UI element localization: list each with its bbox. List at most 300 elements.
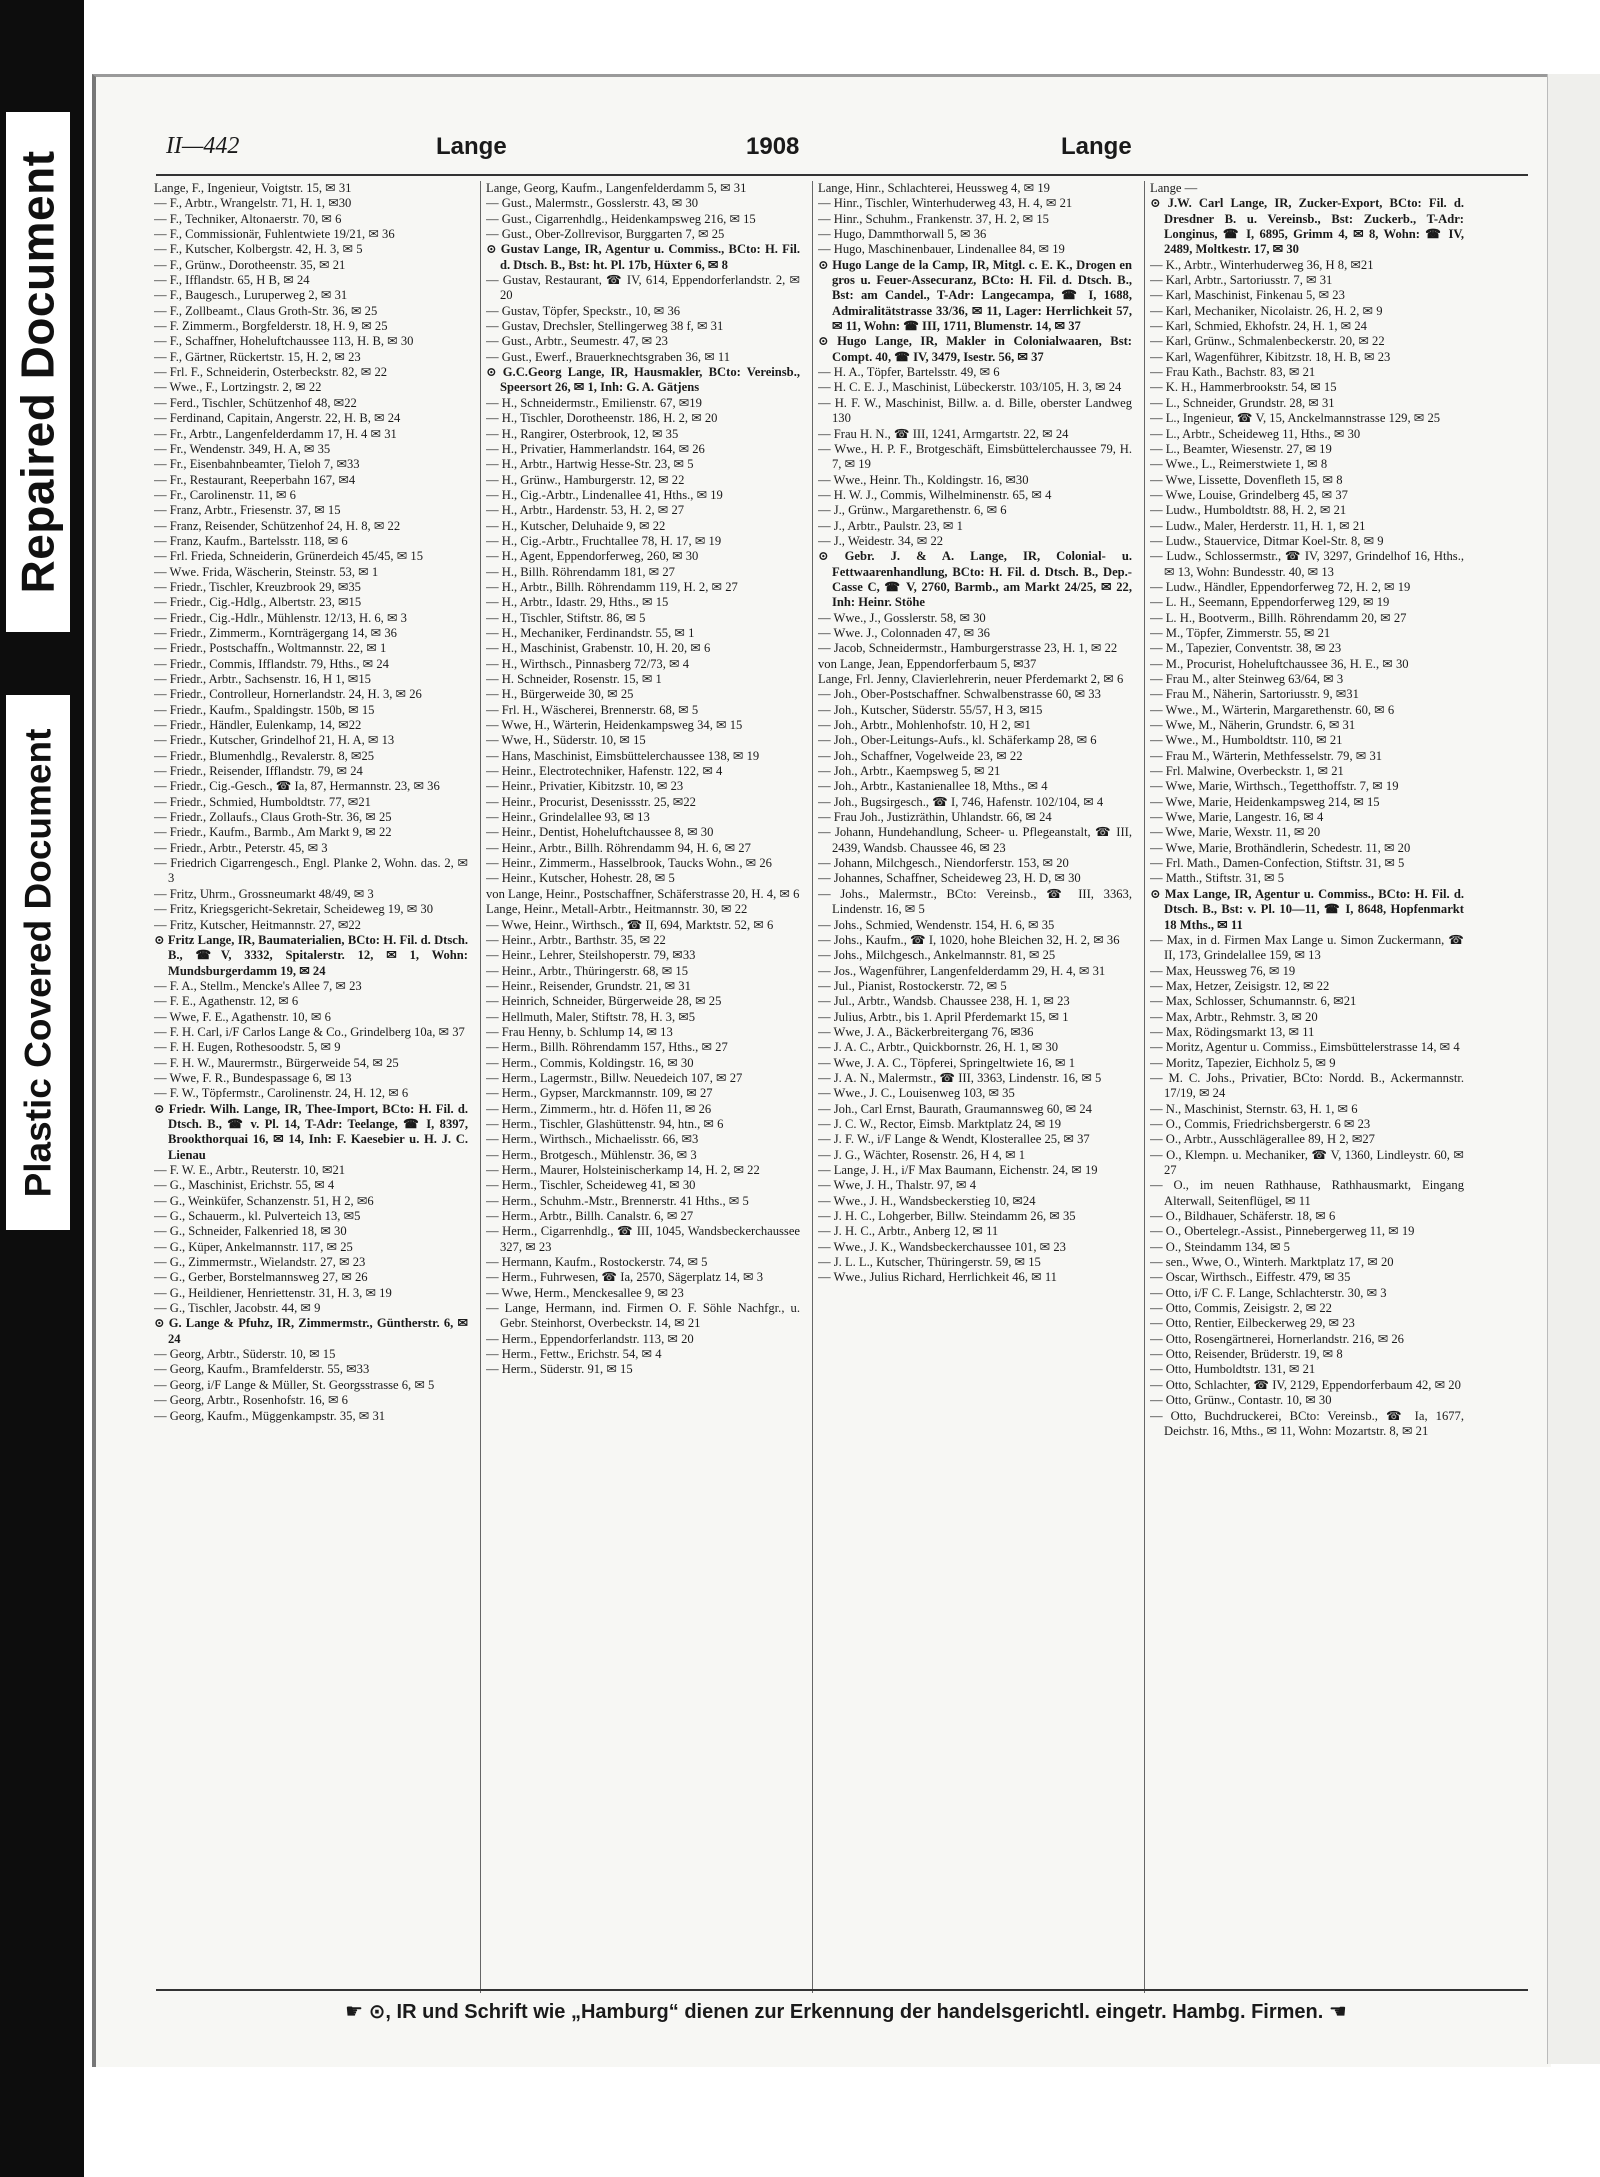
directory-entry: ⊙ Hugo Lange de la Camp, IR, Mitgl. c. E. K., Drogen en gros u. Feuer-Assecuranz, BCto: H. Fil. d. Dtsch. B., Bst: am Candel., T-Adr: Langecampa, ☎ I, 1688, Admiralitätstrasse 33/36, ✉ 11, Lager: Herrlichkeit 57, ✉ 11, Wohn: ☎ III, 1711, Blumenstr. 14, ✉ 37	[818, 257, 1132, 334]
directory-entry: — K. H., Hammerbrookstr. 54, ✉ 15	[1150, 380, 1337, 395]
directory-entry: — H., Tischler, Stiftstr. 86, ✉ 5	[486, 610, 646, 625]
directory-entry: — O., Bildhauer, Schäferstr. 18, ✉ 6	[1150, 1209, 1336, 1224]
directory-entry: — Otto, Rentier, Eilbeckerweg 29, ✉ 23	[1150, 1316, 1355, 1331]
repaired-document-text: Repaired Document	[12, 150, 64, 594]
directory-entry: — H., Cig.-Arbtr., Lindenallee 41, Hths., ✉ 19	[486, 487, 723, 502]
directory-entry: — Otto, Schlachter, ☎ IV, 2129, Eppendorferbaum 42, ✉ 20	[1150, 1377, 1461, 1392]
directory-entry: — Ludw., Humboldtstr. 88, H. 2, ✉ 21	[1150, 503, 1347, 518]
directory-entry: — Wwe, Marie, Brothändlerin, Schedestr. 11, ✉ 20	[1150, 840, 1411, 855]
directory-entry: — H., Tischler, Dorotheenstr. 186, H. 2, ✉ 20	[486, 411, 718, 426]
directory-entry: — Max, Hetzer, Zeisigstr. 12, ✉ 22	[1150, 978, 1330, 993]
directory-page	[92, 74, 1551, 2067]
directory-entry: — Gust., Ewerf., Brauerknechtsgraben 36, ✉ 11	[486, 349, 731, 364]
directory-entry: — H. Schneider, Rosenstr. 15, ✉ 1	[486, 672, 662, 686]
directory-entry: ⊙ G. Lange & Pfuhz, IR, Zimmermstr., Güntherstr. 6, ✉ 24	[154, 1316, 468, 1346]
directory-entry: — J. A. C., Arbtr., Quickbornstr. 26, H. 1, ✉ 30	[818, 1040, 1059, 1055]
directory-entry: — Max, in d. Firmen Max Lange u. Simon Zuckermann, ☎ II, 173, Grindelallee 159, ✉ 13	[1150, 932, 1464, 963]
directory-entry: — J. F. W., i/F Lange & Wendt, Klosterallee 25, ✉ 37	[818, 1132, 1090, 1147]
directory-entry: — Friedr., Kaufm., Barmb., Am Markt 9, ✉ 22	[154, 825, 392, 840]
directory-entry: — Heinr., Lehrer, Steilshoperstr. 79, ✉33	[486, 948, 696, 963]
directory-entry: — H., Wirthsch., Pinnasberg 72/73, ✉ 4	[486, 656, 690, 671]
directory-entry: ⊙ Gebr. J. & A. Lange, IR, Colonial- u. Fettwaarenhandlung, BCto: H. Fil. d. Dtsch. B., Dep.-Casse C, ☎ V, 2760, Barmb., am Markt 24/25, ✉ 22, Inh: Heinr. Stöhe	[818, 549, 1132, 610]
directory-entry: — Herm., Lagermstr., Billw. Neuedeich 107, ✉ 27	[486, 1070, 743, 1085]
directory-entry: — Fr., Carolinenstr. 11, ✉ 6	[154, 487, 296, 502]
page-header	[96, 127, 1551, 171]
directory-entry: — Frau M., Näherin, Sartoriusstr. 9, ✉31	[1150, 687, 1359, 702]
directory-entry: — Wwe, H., Wärterin, Heidenkampsweg 34, ✉ 15	[486, 718, 743, 733]
directory-entry: — Herm., Brotgesch., Mühlenstr. 36, ✉ 3	[486, 1147, 697, 1162]
directory-entry: — J., Grünw., Margarethenstr. 6, ✉ 6	[818, 503, 1007, 518]
directory-entry: — Wwe, J. A., Bäckerbreitergang 76, ✉36	[818, 1024, 1034, 1039]
directory-entry: — L. H., Bootverm., Billh. Röhrendamm 20, ✉ 27	[1150, 610, 1407, 625]
directory-entry: — H., Cig.-Arbtr., Fruchtallee 78, H. 17, ✉ 19	[486, 533, 722, 548]
directory-entry: — M., Procurist, Hoheluftchaussee 36, H. E., ✉ 30	[1150, 656, 1409, 671]
directory-entry: — Wwe., M., Wärterin, Margarethenstr. 60, ✉ 6	[1150, 702, 1395, 717]
directory-entry: Lange, Georg, Kaufm., Langenfelderdamm 5, ✉ 31	[486, 181, 747, 195]
directory-entry: — Otto, Commis, Zeisigstr. 2, ✉ 22	[1150, 1301, 1332, 1316]
directory-entry: — H., Mechaniker, Ferdinandstr. 55, ✉ 1	[486, 625, 695, 640]
directory-entry: — Friedr., Cig.-Gesch., ☎ Ia, 87, Hermannstr. 23, ✉ 36	[154, 779, 440, 794]
directory-entry: — Wwe., J., Gosslerstr. 58, ✉ 30	[818, 610, 986, 625]
directory-entry: — Jacob, Schneidermstr., Hamburgerstrasse 23, H. 1, ✉ 22	[818, 641, 1118, 656]
directory-entry: — Heinr., Electrotechniker, Hafenstr. 122, ✉ 4	[486, 764, 723, 779]
directory-entry: — Jul., Pianist, Rostockerstr. 72, ✉ 5	[818, 978, 1007, 993]
directory-entry: — H. C. E. J., Maschinist, Lübeckerstr. 103/105, H. 3, ✉ 24	[818, 380, 1122, 395]
directory-entry: — G., Küper, Ankelmannstr. 117, ✉ 25	[154, 1239, 353, 1254]
directory-entry: — Wwe, F. E., Agathenstr. 10, ✉ 6	[154, 1009, 331, 1024]
directory-entry: — Herm., Schuhm.-Mstr., Brennerstr. 41 Hths., ✉ 5	[486, 1193, 749, 1208]
directory-entry: — J. H. C., Lohgerber, Billw. Steindamm 26, ✉ 35	[818, 1209, 1076, 1224]
column-2	[486, 181, 806, 1993]
directory-entry: — Hugo, Dammthorwall 5, ✉ 36	[818, 227, 987, 242]
directory-entry: — Joh., Kutscher, Süderstr. 55/57, H 3, ✉15	[818, 702, 1043, 717]
directory-entry: — Heinr., Privatier, Kibitzstr. 10, ✉ 23	[486, 779, 684, 794]
directory-entry: — L. H., Seemann, Eppendorferweg 129, ✉ 19	[1150, 595, 1390, 610]
directory-entry: — Wwe., J. C., Louisenweg 103, ✉ 35	[818, 1086, 1015, 1101]
directory-entry: — M. C. Johs., Privatier, BCto: Nordd. B., Ackermannstr. 17/19, ✉ 24	[1150, 1070, 1464, 1101]
header-left-word: Lange	[436, 133, 507, 160]
directory-entry: — Otto, i/F C. F. Lange, Schlachterstr. 30, ✉ 3	[1150, 1285, 1387, 1300]
directory-entry: — Oscar, Wirthsch., Eiffestr. 479, ✉ 35	[1150, 1270, 1351, 1285]
directory-entry: — F., Ifflandstr. 65, H B, ✉ 24	[154, 273, 310, 288]
directory-entry: — M., Tapezier, Conventstr. 38, ✉ 23	[1150, 641, 1342, 656]
directory-entry: — O., Obertelegr.-Assist., Pinnebergerweg 11, ✉ 19	[1150, 1224, 1415, 1239]
directory-entry: — Wwe., L., Reimerstwiete 1, ✉ 8	[1150, 457, 1328, 472]
column-3	[818, 181, 1138, 1993]
directory-entry: — Gustav, Drechsler, Stellingerweg 38 f, ✉ 31	[486, 319, 724, 334]
directory-entry: — Friedr., Zollaufs., Claus Groth-Str. 36, ✉ 25	[154, 810, 392, 825]
directory-entry: — Hinr., Schuhm., Frankenstr. 37, H. 2, ✉ 15	[818, 211, 1049, 226]
directory-entry: — Gustav, Töpfer, Speckstr., 10, ✉ 36	[486, 303, 681, 318]
directory-entry: — Hans, Maschinist, Eimsbüttelerchaussee 138, ✉ 19	[486, 748, 760, 763]
directory-entry: — Wwe, M., Näherin, Grundstr. 6, ✉ 31	[1150, 718, 1356, 733]
directory-entry: — Heinr., Arbtr., Barthstr. 35, ✉ 22	[486, 932, 666, 947]
directory-entry: — H. A., Töpfer, Bartelsstr. 49, ✉ 6	[818, 365, 1000, 380]
directory-entry: — Wwe, F. R., Bundespassage 6, ✉ 13	[154, 1070, 352, 1085]
directory-entry: — Wwe, H., Süderstr. 10, ✉ 15	[486, 733, 646, 748]
directory-entry: ⊙ J.W. Carl Lange, IR, Zucker-Export, BCto: Fil. d. Dresdner B. u. Vereinsb., Bst: Zuckerb., T-Adr: Longinus, ☎ I, 6895, Grimm 4, ✉ 8, Wohn: ☎ IV, 2489, Moltkestr. 17, ✉ 30	[1150, 196, 1464, 257]
directory-entry: — Herm., Tischler, Scheideweg 41, ✉ 30	[486, 1178, 696, 1193]
directory-entry: — Wwe. Frida, Wäscherin, Steinstr. 53, ✉ 1	[154, 564, 379, 579]
directory-entry: — Friedr., Zimmerm., Kornträgergang 14, ✉ 36	[154, 625, 397, 640]
directory-entry: — Max, Heussweg 76, ✉ 19	[1150, 963, 1296, 978]
directory-entry: — Johann, Milchgesch., Niendorferstr. 153, ✉ 20	[818, 856, 1069, 871]
directory-entry: — Frl. H., Wäscherei, Brennerstr. 68, ✉ 5	[486, 702, 699, 717]
directory-entry: — Heinr., Arbtr., Thüringerstr. 68, ✉ 15	[486, 963, 689, 978]
directory-entry: — Wwe, Marie, Wirthsch., Tegetthoffstr. 7, ✉ 19	[1150, 779, 1399, 794]
directory-entry: — Joh., Arbtr., Mohlenhofstr. 10, H 2, ✉1	[818, 718, 1031, 733]
directory-entry: — Heinrich, Schneider, Bürgerweide 28, ✉ 25	[486, 994, 722, 1009]
directory-entry: — Fr., Wendenstr. 349, H. A, ✉ 35	[154, 441, 331, 456]
directory-entry: — Herm., Commis, Koldingstr. 16, ✉ 30	[486, 1055, 694, 1070]
directory-entry: — Friedr., Tischler, Kreuzbrook 29, ✉35	[154, 579, 361, 594]
directory-entry: — Wwe., J. K., Wandsbeckerchaussee 101, ✉ 23	[818, 1239, 1066, 1254]
directory-entry: — Frau Henny, b. Schlump 14, ✉ 13	[486, 1024, 673, 1039]
directory-entry: — Johs., Milchgesch., Ankelmannstr. 81, ✉ 25	[818, 948, 1056, 963]
directory-entry: — Heinr., Reisender, Grundstr. 21, ✉ 31	[486, 978, 691, 993]
directory-entry: — Wwe, Louise, Grindelberg 45, ✉ 37	[1150, 487, 1348, 502]
directory-entry: — Julius, Arbtr., bis 1. April Pferdemarkt 15, ✉ 1	[818, 1009, 1069, 1024]
directory-entry: — Herm., Fettw., Erichstr. 54, ✉ 4	[486, 1347, 662, 1362]
footer-rule	[156, 1989, 1528, 1991]
directory-entry: — H., Billh. Röhrendamm 181, ✉ 27	[486, 564, 675, 579]
directory-entry: — Franz, Reisender, Schützenhof 24, H. 8, ✉ 22	[154, 518, 401, 533]
directory-entry: — M., Töpfer, Zimmerstr. 55, ✉ 21	[1150, 625, 1331, 640]
directory-entry: — Heinr., Procurist, Desenissstr. 25, ✉22	[486, 794, 696, 809]
directory-entry: — Jul., Arbtr., Wandsb. Chaussee 238, H. 1, ✉ 23	[818, 994, 1070, 1009]
directory-entry: Lange, F., Ingenieur, Voigtstr. 15, ✉ 31	[154, 181, 352, 195]
directory-entry: — Friedr., Cig.-Hdlr., Mühlenstr. 12/13, H. 6, ✉ 3	[154, 610, 407, 625]
directory-entry: — Ludw., Händler, Eppendorferweg 72, H. 2, ✉ 19	[1150, 579, 1411, 594]
directory-entry: — F., Schaffner, Hoheluftchaussee 113, H. B, ✉ 30	[154, 334, 414, 349]
directory-entry: — G., Tischler, Jacobstr. 44, ✉ 9	[154, 1301, 321, 1316]
directory-entry: — F. W. E., Arbtr., Reuterstr. 10, ✉21	[154, 1163, 346, 1177]
directory-entry: — Herm., Cigarrenhdlg., ☎ III, 1045, Wandsbeckerchaussee 327, ✉ 23	[486, 1224, 800, 1254]
directory-entry: — Frau M., alter Steinweg 63/64, ✉ 3	[1150, 672, 1344, 686]
directory-entry: — L., Schneider, Grundstr. 28, ✉ 31	[1150, 395, 1335, 410]
directory-entry: — Karl, Wagenführer, Kibitzstr. 18, H. B, ✉ 23	[1150, 349, 1391, 364]
directory-entry: — Frau H. N., ☎ III, 1241, Armgartstr. 22, ✉ 24	[818, 426, 1069, 441]
directory-entry: — H., Kutscher, Deluhaide 9, ✉ 22	[486, 518, 666, 533]
directory-entry: — Friedr., Postschaffn., Woltmannstr. 22, ✉ 1	[154, 641, 387, 656]
directory-entry: — Lange, J. H., i/F Max Baumann, Eichenstr. 24, ✉ 19	[818, 1163, 1098, 1177]
directory-entry: — F., Arbtr., Wrangelstr. 71, H. 1, ✉30	[154, 196, 352, 211]
directory-entry: — Johannes, Schaffner, Scheideweg 23, H. D, ✉ 30	[818, 871, 1081, 886]
directory-entry: — Herm., Süderstr. 91, ✉ 15	[486, 1362, 633, 1377]
directory-entry: — Wwe., Julius Richard, Herrlichkeit 46, ✉ 11	[818, 1270, 1057, 1285]
directory-entry: — H., Arbtr., Billh. Röhrendamm 119, H. 2, ✉ 27	[486, 579, 738, 594]
directory-entry: — Wwe, J. A. C., Töpferei, Springeltwiete 16, ✉ 1	[818, 1055, 1076, 1070]
directory-entry: — F. A., Stellm., Mencke's Allee 7, ✉ 23	[154, 978, 362, 993]
directory-entry: ⊙ G.C.Georg Lange, IR, Hausmakler, BCto: Vereinsb., Speersort 26, ✉ 1, Inh: G. A. Gätjens	[486, 365, 800, 395]
directory-entry: — Lange, Hermann, ind. Firmen O. F. Söhle Nachfgr., u. Gebr. Steinhorst, Overbeckstr. 14, ✉ 21	[486, 1301, 800, 1331]
directory-entry: — H., Privatier, Hammerlandstr. 164, ✉ 26	[486, 441, 705, 456]
directory-entry: — Herm., Billh. Röhrendamm 157, Hths., ✉ 27	[486, 1040, 728, 1055]
page-number: II—442	[166, 133, 240, 159]
directory-entry: — Hermann, Kaufm., Rostockerstr. 74, ✉ 5	[486, 1255, 708, 1270]
directory-entry: — Friedr., Cig.-Hdlg., Albertstr. 23, ✉15	[154, 595, 362, 610]
directory-entry: — F., Grünw., Dorotheenstr. 35, ✉ 21	[154, 257, 346, 272]
directory-entry: — Otto, Buchdruckerei, BCto: Vereinsb., ☎ Ia, 1677, Deichstr. 16, Mths., ✉ 11, Wohn: Mozartstr. 8, ✉ 21	[1150, 1408, 1464, 1438]
directory-entry: — Joh., Arbtr., Kaempsweg 5, ✉ 21	[818, 764, 1001, 779]
directory-entry: — Herm., Tischler, Glashüttenstr. 94, htn., ✉ 6	[486, 1116, 724, 1131]
left-margin-band	[0, 0, 84, 2177]
directory-entry: — Herm., Eppendorferlandstr. 113, ✉ 20	[486, 1331, 694, 1346]
directory-entry: — Friedrich Cigarrengesch., Engl. Planke 2, Wohn. das. 2, ✉ 3	[154, 856, 468, 886]
directory-entry: — Friedr., Kaufm., Spaldingstr. 150b, ✉ 15	[154, 702, 375, 717]
directory-entry: — Joh., Bugsirgesch., ☎ I, 746, Hafenstr. 102/104, ✉ 4	[818, 794, 1104, 809]
directory-entry: — Franz, Arbtr., Friesenstr. 37, ✉ 15	[154, 503, 341, 518]
column-4	[1150, 181, 1470, 1993]
directory-entry: — Heinr., Kutscher, Hohestr. 28, ✉ 5	[486, 871, 675, 886]
directory-entry: — Joh., Carl Ernst, Baurath, Graumannsweg 60, ✉ 24	[818, 1101, 1092, 1116]
directory-entry: — Heinr., Grindelallee 93, ✉ 13	[486, 810, 650, 825]
directory-entry: — O., Commis, Friedrichsbergerstr. 6 ✉ 23	[1150, 1116, 1371, 1131]
directory-entry: — Karl, Maschinist, Finkenau 5, ✉ 23	[1150, 288, 1345, 303]
footer-note: ☛ ⊙, IR und Schrift wie „Hamburg“ dienen zur Erkennung der handelsgerichtl. eingetr. Hambg. Firmen. ☚	[345, 2001, 1347, 2023]
directory-entry: Lange —	[1150, 181, 1198, 195]
directory-entry: — Otto, Rosengärtnerei, Hornerlandstr. 216, ✉ 26	[1150, 1331, 1404, 1346]
directory-entry: — Herm., Arbtr., Billh. Canalstr. 6, ✉ 27	[486, 1209, 694, 1224]
directory-entry: — Karl, Schmied, Ekhofstr. 24, H. 1, ✉ 24	[1150, 319, 1367, 334]
directory-entry: — Max, Arbtr., Rehmstr. 3, ✉ 20	[1150, 1009, 1318, 1024]
directory-entry: — Moritz, Agentur u. Commiss., Eimsbüttelerstrasse 14, ✉ 4	[1150, 1040, 1460, 1055]
directory-entry: — H., Bürgerweide 30, ✉ 25	[486, 687, 634, 702]
directory-entry: — Friedr., Arbtr., Peterstr. 45, ✉ 3	[154, 840, 328, 855]
directory-entry: — Wwe, Heinr., Wirthsch., ☎ II, 694, Marktstr. 52, ✉ 6	[486, 917, 774, 932]
directory-entry: — Ludw., Maler, Herderstr. 11, H. 1, ✉ 21	[1150, 518, 1366, 533]
directory-entry: — K., Arbtr., Winterhuderweg 36, H 8, ✉21	[1150, 257, 1374, 272]
directory-entry: — H., Arbtr., Hartwig Hesse-Str. 23, ✉ 5	[486, 457, 694, 472]
directory-entry: — Wwe, Marie, Wexstr. 11, ✉ 20	[1150, 825, 1321, 840]
directory-entry: — Herm., Fuhrwesen, ☎ Ia, 2570, Sägerplatz 14, ✉ 3	[486, 1270, 764, 1285]
directory-entry: — Friedr., Schmied, Humboldtstr. 77, ✉21	[154, 794, 371, 809]
directory-entry: — G., Heildiener, Henriettenstr. 31, H. 3, ✉ 19	[154, 1285, 392, 1300]
directory-entry: — Wwe, Marie, Heidenkampsweg 214, ✉ 15	[1150, 794, 1380, 809]
directory-entry: — O., im neuen Rathhause, Rathhausmarkt, Eingang Alterwall, Seitenflügel, ✉ 11	[1150, 1178, 1464, 1208]
directory-entry: — Friedr., Commis, Ifflandstr. 79, Hths., ✉ 24	[154, 656, 389, 671]
directory-columns	[154, 181, 1534, 1993]
directory-entry: — Gustav, Restaurant, ☎ IV, 614, Eppendorferlandstr. 2, ✉ 20	[486, 273, 800, 303]
directory-entry: — Georg, Kaufm., Bramfelderstr. 55, ✉33	[154, 1362, 370, 1377]
directory-entry: — Herm., Gypser, Marckmannstr. 109, ✉ 27	[486, 1086, 713, 1101]
directory-entry: — Fr., Arbtr., Langenfelderdamm 17, H. 4 ✉ 31	[154, 426, 397, 441]
directory-entry: — H., Arbtr., Hardenstr. 53, H. 2, ✉ 27	[486, 503, 685, 518]
directory-entry: von Lange, Jean, Eppendorferbaum 5, ✉37	[818, 656, 1037, 671]
directory-entry: — Otto, Humboldtstr. 131, ✉ 21	[1150, 1362, 1316, 1377]
directory-entry: — Wwe. J., Colonnaden 47, ✉ 36	[818, 625, 990, 640]
directory-entry: ⊙ Hugo Lange, IR, Makler in Colonialwaaren, Bst: Compt. 40, ☎ IV, 3479, Isestr. 56, ✉ 37	[818, 334, 1132, 364]
directory-entry: — G., Schauerm., kl. Pulverteich 13, ✉5	[154, 1209, 361, 1224]
directory-entry: — Moritz, Tapezier, Eichholz 5, ✉ 9	[1150, 1055, 1336, 1070]
directory-entry: — Friedr., Controlleur, Hornerlandstr. 24, H. 3, ✉ 26	[154, 687, 422, 702]
directory-entry: — H., Agent, Eppendorferweg, 260, ✉ 30	[486, 549, 699, 564]
directory-entry: — H. W. J., Commis, Wilhelminenstr. 65, ✉ 4	[818, 487, 1052, 502]
directory-entry: — Georg, Kaufm., Müggenkampstr. 35, ✉ 31	[154, 1408, 386, 1423]
directory-entry: — J. L. L., Kutscher, Thüringerstr. 59, ✉ 15	[818, 1255, 1041, 1270]
directory-entry: — Hugo, Maschinenbauer, Lindenallee 84, ✉ 19	[818, 242, 1065, 257]
directory-entry: — J. H. C., Arbtr., Anberg 12, ✉ 11	[818, 1224, 999, 1239]
directory-entry: — Friedr., Reisender, Ifflandstr. 79, ✉ 24	[154, 764, 363, 779]
directory-entry: — F. E., Agathenstr. 12, ✉ 6	[154, 994, 299, 1009]
directory-entry: — H. F. W., Maschinist, Billw. a. d. Bille, oberster Landweg 130	[818, 395, 1132, 426]
directory-entry: — G., Gerber, Borstelmannsweg 27, ✉ 26	[154, 1270, 368, 1285]
directory-entry: — Karl, Mechaniker, Nicolaistr. 26, H. 2, ✉ 9	[1150, 303, 1383, 318]
directory-entry: — G., Zimmermstr., Wielandstr. 27, ✉ 23	[154, 1255, 366, 1270]
directory-entry: — L., Arbtr., Scheideweg 11, Hths., ✉ 30	[1150, 426, 1361, 441]
directory-entry: — F., Gärtner, Rückertstr. 15, H. 2, ✉ 23	[154, 349, 361, 364]
directory-entry: — Hinr., Tischler, Winterhuderweg 43, H. 4, ✉ 21	[818, 196, 1073, 211]
directory-entry: — F., Kutscher, Kolbergstr. 42, H. 3, ✉ 5	[154, 242, 363, 257]
directory-entry: — J., Arbtr., Paulstr. 23, ✉ 1	[818, 518, 963, 533]
directory-entry: — F., Commissionär, Fuhlentwiete 19/21, ✉ 36	[154, 227, 395, 242]
directory-entry: — Hellmuth, Maler, Stiftstr. 78, H. 3, ✉5	[486, 1009, 696, 1024]
directory-entry: — O., Steindamm 134, ✉ 5	[1150, 1239, 1290, 1254]
column-divider	[480, 181, 481, 1993]
directory-entry: — Johs., Malermstr., BCto: Vereinsb., ☎ III, 3363, Lindenstr. 16, ✉ 5	[818, 886, 1132, 917]
directory-entry: — F., Zollbeamt., Claus Groth-Str. 36, ✉ 25	[154, 303, 378, 318]
directory-entry: Lange, Hinr., Schlachterei, Heussweg 4, ✉ 19	[818, 181, 1050, 195]
directory-entry: — Joh., Schaffner, Vogelweide 23, ✉ 22	[818, 748, 1023, 763]
directory-entry: — Joh., Arbtr., Kastanienallee 18, Mths., ✉ 4	[818, 779, 1048, 794]
directory-entry: — Friedr., Arbtr., Sachsenstr. 16, H 1, ✉15	[154, 672, 371, 686]
directory-entry: — G., Schneider, Falkenried 18, ✉ 30	[154, 1224, 347, 1239]
directory-entry: — F. H. Carl, i/F Carlos Lange & Co., Grindelberg 10a, ✉ 37	[154, 1024, 465, 1039]
directory-entry: — Gust., Ober-Zollrevisor, Burggarten 7, ✉ 25	[486, 227, 725, 242]
directory-entry: — O., Arbtr., Ausschlägerallee 89, H 2, ✉27	[1150, 1132, 1375, 1147]
header-rule	[156, 174, 1528, 176]
directory-entry: — Otto, Grünw., Contastr. 10, ✉ 30	[1150, 1393, 1332, 1408]
directory-entry: — L., Ingenieur, ☎ V, 15, Anckelmannstrasse 129, ✉ 25	[1150, 411, 1441, 426]
column-divider	[1144, 181, 1145, 1993]
directory-entry: — Wwe., H. P. F., Brotgeschäft, Eimsbüttelerchaussee 79, H. 7, ✉ 19	[818, 441, 1132, 472]
directory-entry: — Herm., Maurer, Holsteinischerkamp 14, H. 2, ✉ 22	[486, 1163, 760, 1177]
directory-entry: — F. Zimmerm., Borgfelderstr. 18, H. 9, ✉ 25	[154, 319, 388, 334]
directory-entry: ⊙ Max Lange, IR, Agentur u. Commiss., BCto: H. Fil. d. Dtsch. B., Bst: v. Pl. 10—11, ☎ I, 8648, Hopfenmarkt 18 Mths., ✉ 11	[1150, 886, 1464, 932]
directory-entry: — Johann, Hundehandlung, Scheer- u. Pflegeanstalt, ☎ III, 2439, Wandsb. Chaussee 46, ✉ 23	[818, 825, 1132, 855]
directory-entry: — Frau Joh., Justizräthin, Uhlandstr. 66, ✉ 24	[818, 810, 1052, 825]
directory-entry: — J. A. N., Malermstr., ☎ III, 3363, Lindenstr. 16, ✉ 5	[818, 1070, 1102, 1085]
directory-entry: ⊙ Fritz Lange, IR, Baumaterialien, BCto: H. Fil. d. Dtsch. B., ☎V, 3332, Spitalerstr. 12, ✉ 1, Wohn: Mundsburgerdamm 19, ✉ 24	[154, 932, 468, 978]
directory-entry: — Wwe., J. H., Wandsbeckerstieg 10, ✉24	[818, 1193, 1036, 1208]
directory-entry: — H., Maschinist, Grabenstr. 10, H. 20, ✉ 6	[486, 641, 711, 656]
directory-entry: — Herm., Wirthsch., Michaelisstr. 66, ✉3	[486, 1132, 699, 1147]
directory-entry: — Herm., Zimmerm., htr. d. Höfen 11, ✉ 26	[486, 1101, 712, 1116]
directory-entry: — Frl. Frieda, Schneiderin, Grünerdeich 45/45, ✉ 15	[154, 549, 424, 564]
directory-entry: — Wwe, Lissette, Dovenfleth 15, ✉ 8	[1150, 472, 1343, 487]
directory-entry: — N., Maschinist, Sternstr. 63, H. 1, ✉ 6	[1150, 1101, 1358, 1116]
directory-entry: — F., Baugesch., Luruperweg 2, ✉ 31	[154, 288, 348, 303]
directory-entry: — G., Weinküfer, Schanzenstr. 51, H 2, ✉6	[154, 1193, 374, 1208]
directory-entry: — F. W., Töpfermstr., Carolinenstr. 24, H. 12, ✉ 6	[154, 1086, 409, 1101]
directory-entry: — Friedr., Blumenhdlg., Revalerstr. 8, ✉25	[154, 748, 375, 763]
directory-entry: — Karl, Arbtr., Sartoriusstr. 7, ✉ 31	[1150, 273, 1333, 288]
directory-entry: — Jos., Wagenführer, Langenfelderdamm 29, H. 4, ✉ 31	[818, 963, 1106, 978]
directory-entry: — F. H. W., Maurermstr., Bürgerweide 54, ✉ 25	[154, 1055, 399, 1070]
directory-entry: — Fr., Restaurant, Reeperbahn 167, ✉4	[154, 472, 356, 487]
directory-entry: — Fritz, Kriegsgericht-Sekretair, Scheideweg 19, ✉ 30	[154, 902, 433, 917]
directory-entry: — Ludw., Stauervice, Ditmar Koel-Str. 8, ✉ 9	[1150, 533, 1384, 548]
directory-entry: — Fr., Eisenbahnbeamter, Tieloh 7, ✉33	[154, 457, 360, 472]
directory-entry: Lange, Frl. Jenny, Clavierlehrerin, neuer Pferdemarkt 2, ✉ 6	[818, 672, 1124, 686]
directory-entry: — Fritz, Uhrm., Grossneumarkt 48/49, ✉ 3	[154, 886, 374, 901]
directory-entry: — Max, Schlosser, Schumannstr. 6, ✉21	[1150, 994, 1357, 1009]
directory-entry: — Wwe, Herm., Menckesallee 9, ✉ 23	[486, 1285, 684, 1300]
directory-entry: — Joh., Ober-Postschaffner. Schwalbenstrasse 60, ✉ 33	[818, 687, 1101, 702]
directory-entry: — Wwe., M., Humboldtstr. 110, ✉ 21	[1150, 733, 1343, 748]
directory-entry: — Frl. Math., Damen-Confection, Stiftstr. 31, ✉ 5	[1150, 856, 1405, 871]
directory-entry: — Ferd., Tischler, Schützenhof 48, ✉22	[154, 395, 357, 410]
directory-entry: — Heinr., Arbtr., Billh. Röhrendamm 94, H. 6, ✉ 27	[486, 840, 751, 855]
directory-entry: — Wwe., Heinr. Th., Koldingstr. 16, ✉30	[818, 472, 1029, 487]
plastic-covered-label	[6, 695, 70, 1230]
header-year: 1908	[746, 133, 800, 160]
directory-entry: — J. C. W., Rector, Eimsb. Marktplatz 24, ✉ 19	[818, 1116, 1062, 1131]
directory-entry: — G., Maschinist, Erichstr. 55, ✉ 4	[154, 1178, 335, 1193]
directory-entry: — Otto, Reisender, Brüderstr. 19, ✉ 8	[1150, 1347, 1343, 1362]
directory-entry: — Max, Rödingsmarkt 13, ✉ 11	[1150, 1024, 1315, 1039]
directory-entry: — Johs., Kaufm., ☎ I, 1020, hohe Bleichen 32, H. 2, ✉ 36	[818, 932, 1120, 947]
directory-entry: — Wwe., F., Lortzingstr. 2, ✉ 22	[154, 380, 322, 395]
directory-entry: — H., Arbtr., Idastr. 29, Hths., ✉ 15	[486, 595, 669, 610]
directory-entry: — O., Klempn. u. Mechaniker, ☎ V, 1360, Lindleystr. 60, ✉ 27	[1150, 1147, 1464, 1177]
directory-entry: — Heinr., Zimmerm., Hasselbrook, Taucks Wohn., ✉ 26	[486, 856, 772, 871]
directory-entry: von Lange, Heinr., Postschaffner, Schäferstrasse 20, H. 4, ✉ 6	[486, 886, 800, 901]
directory-entry: ⊙ Gustav Lange, IR, Agentur u. Commiss., BCto: H. Fil. d. Dtsch. B., Bst: ht. Pl. 17b, Hüxter 6, ✉ 8	[486, 242, 800, 272]
directory-entry: — Ludw., Schlossermstr., ☎ IV, 3297, Grindelhof 16, Hths., ✉ 13, Wohn: Bundesstr. 40, ✉ 13	[1150, 549, 1464, 579]
directory-entry: — Friedr., Händler, Eulenkamp, 14, ✉22	[154, 718, 362, 733]
directory-entry: — J., Weidestr. 34, ✉ 22	[818, 533, 944, 548]
directory-entry: — Frau Kath., Bachstr. 83, ✉ 21	[1150, 365, 1316, 380]
column-divider	[812, 181, 813, 1993]
directory-entry: — L., Beamter, Wiesenstr. 27, ✉ 19	[1150, 441, 1332, 456]
directory-entry: — Karl, Grünw., Schmalenbeckerstr. 20, ✉ 22	[1150, 334, 1385, 349]
directory-entry: — Heinr., Dentist, Hoheluftchaussee 8, ✉ 30	[486, 825, 714, 840]
directory-entry: — Frau M., Wärterin, Methfesselstr. 79, ✉ 31	[1150, 748, 1383, 763]
directory-entry: — sen., Wwe, O., Winterh. Marktplatz 17, ✉ 20	[1150, 1255, 1394, 1270]
directory-entry: — Johs., Schmied, Wendenstr. 154, H. 6, ✉ 35	[818, 917, 1055, 932]
directory-entry: — Franz, Kaufm., Bartelsstr. 118, ✉ 6	[154, 533, 348, 548]
directory-entry: Lange, Heinr., Metall-Arbtr., Heitmannstr. 30, ✉ 22	[486, 902, 748, 917]
directory-entry: — Wwe, Marie, Langestr. 16, ✉ 4	[1150, 810, 1324, 825]
directory-entry: — Matth., Stiftstr. 31, ✉ 5	[1150, 871, 1285, 886]
directory-entry: — H., Schneidermstr., Emilienstr. 67, ✉19	[486, 395, 702, 410]
directory-entry: — Frl. F., Schneiderin, Osterbeckstr. 82, ✉ 22	[154, 365, 388, 380]
directory-entry: — Georg, i/F Lange & Müller, St. Georgsstrasse 6, ✉ 5	[154, 1377, 435, 1392]
directory-entry: — Wwe, J. H., Thalstr. 97, ✉ 4	[818, 1178, 977, 1193]
directory-entry: — Gust., Malermstr., Gosslerstr. 43, ✉ 30	[486, 196, 699, 211]
directory-entry: — Georg, Arbtr., Süderstr. 10, ✉ 15	[154, 1347, 336, 1362]
column-1	[154, 181, 474, 1993]
header-right-word: Lange	[1061, 133, 1132, 160]
directory-entry: — Gust., Arbtr., Seumestr. 47, ✉ 23	[486, 334, 668, 349]
directory-entry: — Ferdinand, Capitain, Angerstr. 22, H. B, ✉ 24	[154, 411, 401, 426]
directory-entry: — F., Techniker, Altonaerstr. 70, ✉ 6	[154, 211, 342, 226]
directory-entry: — J. G., Wächter, Rosenstr. 26, H 4, ✉ 1	[818, 1147, 1026, 1162]
directory-entry: — Joh., Ober-Leitungs-Aufs., kl. Schäferkamp 28, ✉ 6	[818, 733, 1097, 748]
directory-entry: — Georg, Arbtr., Rosenhofstr. 16, ✉ 6	[154, 1393, 348, 1408]
directory-entry: — H., Rangirer, Osterbrook, 12, ✉ 35	[486, 426, 679, 441]
plastic-covered-text: Plastic Covered Document	[17, 728, 58, 1197]
directory-entry: — Fritz, Kutscher, Heitmannstr. 27, ✉22	[154, 917, 361, 932]
directory-entry: ⊙ Friedr. Wilh. Lange, IR, Thee-Import, BCto: H. Fil. d. Dtsch. B., ☎ v. Pl. 14, T-Adr: Teelange, ☎ I, 8397, Brookthorquai 16, ✉ 14, Inh: F. Kaesebier u. H. J. C. Lienau	[154, 1101, 468, 1162]
repaired-document-label	[6, 112, 70, 632]
directory-entry: — Gust., Cigarrenhdlg., Heidenkampsweg 216, ✉ 15	[486, 211, 756, 226]
directory-entry: — F. H. Eugen, Rothesoodstr. 5, ✉ 9	[154, 1040, 341, 1055]
directory-entry: — H., Grünw., Hamburgerstr. 12, ✉ 22	[486, 472, 685, 487]
next-page-edge	[1547, 74, 1600, 2064]
directory-entry: — Frl. Malwine, Overbeckstr. 1, ✉ 21	[1150, 764, 1344, 779]
